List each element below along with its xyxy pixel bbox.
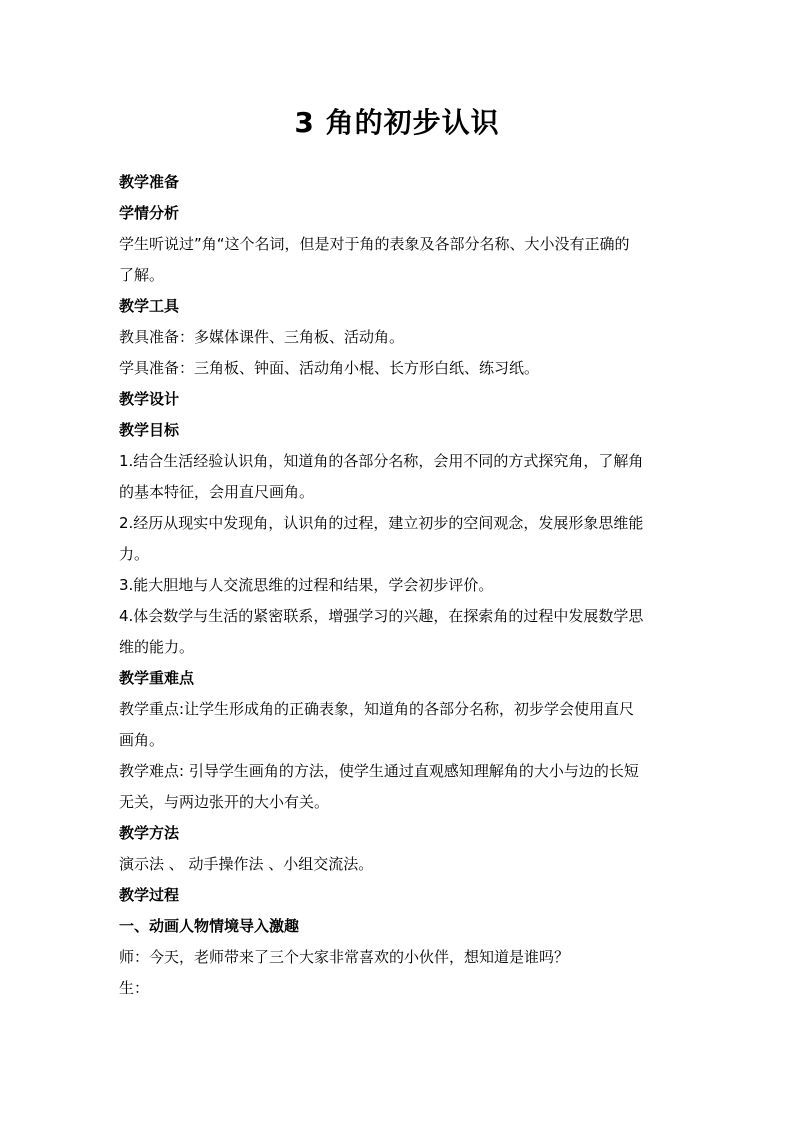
body-line: 学具准备：三角板、钟面、活动角小棍、长方形白纸、练习纸。 xyxy=(119,359,540,377)
body-line: 力。 xyxy=(119,545,150,563)
section-heading: 教学准备 xyxy=(119,173,180,191)
section-heading: 教学重难点 xyxy=(119,669,195,687)
body-line: 画角。 xyxy=(119,731,165,749)
body-line: 师：今天，老师带来了三个大家非常喜欢的小伙伴，想知道是谁吗？ xyxy=(119,948,570,966)
document-body xyxy=(119,167,679,1004)
body-line: 教具准备：多媒体课件、三角板、活动角。 xyxy=(119,328,405,346)
body-line: 无关，与两边张开的大小有关。 xyxy=(119,793,330,811)
body-line: 生： xyxy=(119,979,150,997)
body-line: 的基本特征，会用直尺画角。 xyxy=(119,483,315,501)
body-line: 维的能力。 xyxy=(119,638,195,656)
body-line: 3.能大胆地与人交流思维的过程和结果，学会初步评价。 xyxy=(119,576,494,594)
body-line: 1.结合生活经验认识角，知道角的各部分名称，会用不同的方式探究角，了解角 xyxy=(119,452,644,470)
body-line: 教学难点: 引导学生画角的方法，使学生通过直观感知理解角的大小与边的长短 xyxy=(119,762,639,780)
body-line: 了解。 xyxy=(119,266,165,284)
page-title: 3 角的初步认识 xyxy=(294,106,500,139)
body-line: 2.经历从现实中发现角，认识角的过程，建立初步的空间观念，发展形象思维能 xyxy=(119,514,644,532)
section-heading: 学情分析 xyxy=(119,204,180,222)
body-line: 4.体会数学与生活的紧密联系，增强学习的兴趣，在探索角的过程中发展数学思 xyxy=(119,607,644,625)
body-line: 学生听说过”角“这个名词，但是对于角的表象及各部分名称、大小没有正确的 xyxy=(119,235,630,253)
section-heading: 教学目标 xyxy=(119,421,180,439)
section-heading: 一、动画人物情境导入激趣 xyxy=(119,917,300,935)
section-heading: 教学过程 xyxy=(119,886,180,904)
section-heading: 教学工具 xyxy=(119,297,180,315)
body-line: 教学重点:让学生形成角的正确表象，知道角的各部分名称，初步学会使用直尺 xyxy=(119,700,635,718)
section-heading: 教学方法 xyxy=(119,824,180,842)
body-line: 演示法 、 动手操作法 、小组交流法。 xyxy=(119,855,374,873)
section-heading: 教学设计 xyxy=(119,390,180,408)
